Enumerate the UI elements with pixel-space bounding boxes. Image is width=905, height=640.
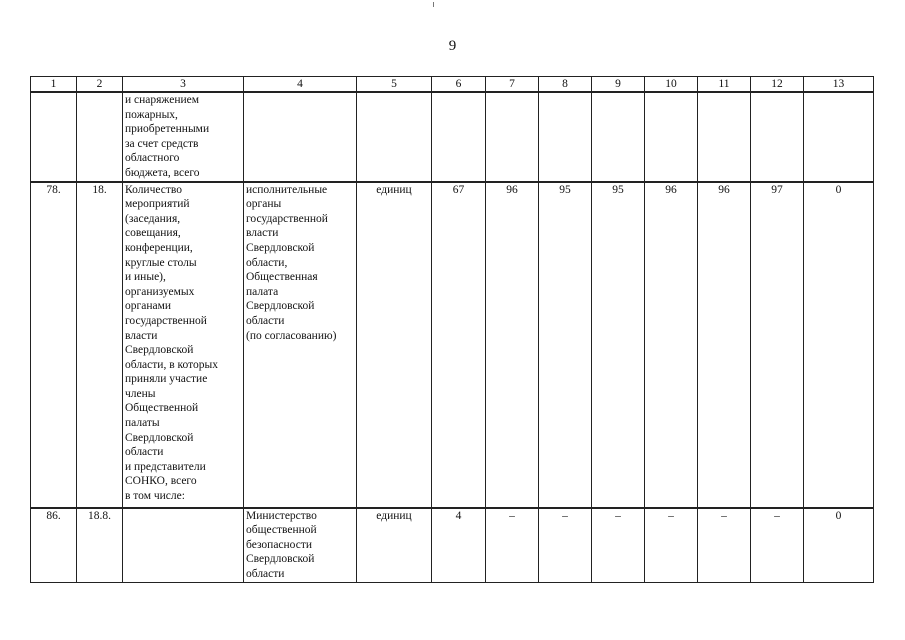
value-cell: – bbox=[592, 508, 645, 582]
value-cell bbox=[698, 92, 751, 182]
value-cell bbox=[592, 92, 645, 182]
column-header: 9 bbox=[592, 77, 645, 93]
column-header: 6 bbox=[432, 77, 486, 93]
value-cell bbox=[804, 92, 874, 182]
value-cell: 95 bbox=[539, 182, 592, 508]
column-header: 11 bbox=[698, 77, 751, 93]
responsible-body: Министерство общественной безопасности Свердловской области bbox=[244, 508, 357, 582]
unit bbox=[357, 92, 432, 182]
value-cell: 95 bbox=[592, 182, 645, 508]
column-header: 13 bbox=[804, 77, 874, 93]
table-row bbox=[31, 182, 874, 508]
value-cell: 97 bbox=[751, 182, 804, 508]
value-cell: 96 bbox=[645, 182, 698, 508]
table-row bbox=[31, 92, 874, 182]
column-header: 3 bbox=[123, 77, 244, 93]
unit: единиц bbox=[357, 182, 432, 508]
column-header: 4 bbox=[244, 77, 357, 93]
item-number bbox=[77, 92, 123, 182]
column-header: 7 bbox=[486, 77, 539, 93]
value-cell bbox=[486, 92, 539, 182]
value-cell: 4 bbox=[432, 508, 486, 582]
header-row bbox=[31, 77, 874, 93]
value-cell: – bbox=[751, 508, 804, 582]
indicator-name bbox=[123, 508, 244, 582]
row-number: 86. bbox=[31, 508, 77, 582]
value-cell: – bbox=[645, 508, 698, 582]
indicators-table bbox=[30, 76, 874, 583]
column-header: 10 bbox=[645, 77, 698, 93]
item-number: 18. bbox=[77, 182, 123, 508]
table-row bbox=[31, 508, 874, 582]
value-cell: 67 bbox=[432, 182, 486, 508]
column-header: 1 bbox=[31, 77, 77, 93]
value-cell: 0 bbox=[804, 508, 874, 582]
responsible-body bbox=[244, 92, 357, 182]
column-header: 5 bbox=[357, 77, 432, 93]
value-cell: – bbox=[698, 508, 751, 582]
item-number: 18.8. bbox=[77, 508, 123, 582]
unit: единиц bbox=[357, 508, 432, 582]
row-number bbox=[31, 92, 77, 182]
column-header: 2 bbox=[77, 77, 123, 93]
column-header: 12 bbox=[751, 77, 804, 93]
column-header: 8 bbox=[539, 77, 592, 93]
value-cell bbox=[432, 92, 486, 182]
scan-speck bbox=[433, 2, 434, 7]
value-cell bbox=[645, 92, 698, 182]
indicator-name: Количество мероприятий (заседания, совещания, конференции, круглые столы и иные), организуемых органами государственной власти Свердловской области, в которых приняли участие члены Общественной палаты Свердловской области и представители СОНКО, всего в том числе: bbox=[123, 182, 244, 508]
responsible-body: исполнительные органы государственной власти Свердловской области, Общественная палата Свердловской области (по согласованию) bbox=[244, 182, 357, 508]
indicator-name: и снаряжением пожарных, приобретенными за счет средств областного бюджета, всего bbox=[123, 92, 244, 182]
page-number: 9 bbox=[448, 38, 457, 54]
value-cell: – bbox=[539, 508, 592, 582]
value-cell: 96 bbox=[486, 182, 539, 508]
value-cell: 0 bbox=[804, 182, 874, 508]
row-number: 78. bbox=[31, 182, 77, 508]
value-cell: 96 bbox=[698, 182, 751, 508]
value-cell bbox=[751, 92, 804, 182]
value-cell bbox=[539, 92, 592, 182]
value-cell: – bbox=[486, 508, 539, 582]
